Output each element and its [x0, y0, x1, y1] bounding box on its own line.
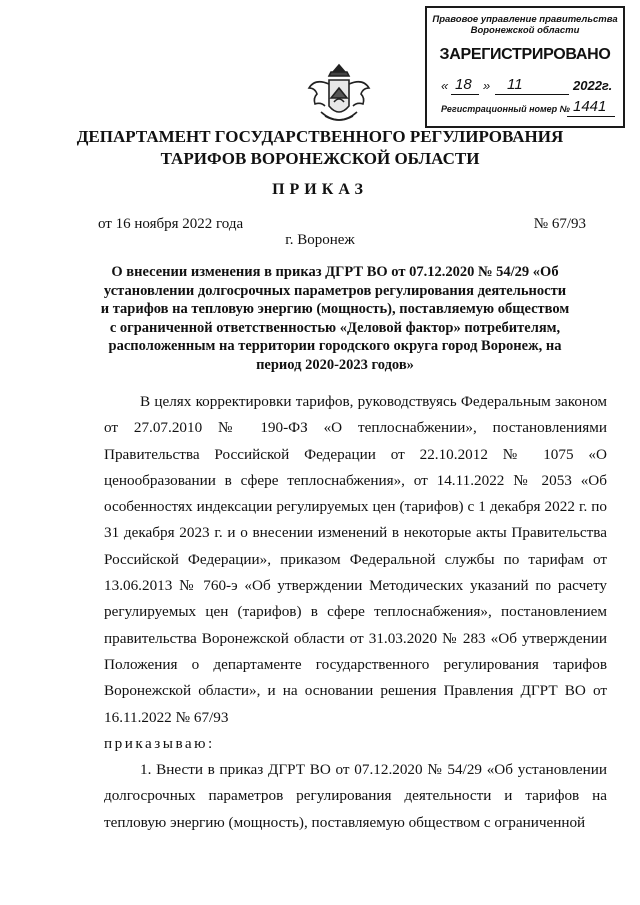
- department-name: [0, 126, 640, 170]
- order-word: приказываю:: [104, 734, 215, 752]
- stamp-date: [441, 78, 617, 96]
- stamp-month: 11: [507, 76, 523, 93]
- stamp-reg-number: 1441: [573, 98, 607, 115]
- stamp-reg-number-row: [441, 98, 617, 122]
- stamp-org-line2: Воронежской области: [470, 25, 580, 36]
- department-line1: ДЕПАРТАМЕНТ ГОСУДАРСТВЕННОГО РЕГУЛИРОВАНИЯ: [76, 127, 564, 146]
- order-city: г. Воронеж: [285, 232, 355, 248]
- stamp-number-underline: [567, 116, 615, 117]
- stamp-org-line1: Правовое управление правительства: [432, 14, 618, 25]
- stamp-day: 18: [455, 76, 472, 93]
- order-date: от 16 ноября 2022 года: [98, 216, 244, 232]
- stamp-year: 2022г.: [573, 78, 613, 93]
- stamp-quote-close: »: [483, 78, 491, 93]
- stamp-organization: [427, 14, 623, 36]
- stamp-month-underline: [495, 94, 569, 95]
- order-body: [104, 389, 607, 836]
- item-1-paragraph: 1. Внести в приказ ДГРТ ВО от 07.12.2020 № 54/29 «Об установлении долгосрочных параметров регулирования деятельности и тарифов на тепловую энергию (мощность), поставляемую обществом с ограниченной: [104, 761, 607, 831]
- order-subject: О внесении изменения в приказ ДГРТ ВО от 07.12.2020 № 54/29 «Об установлении долгосрочных параметров регулирования деятельности и тарифов на тепловую энергию (мощность), поставляемую обществом с ограниченной ответственностью «Деловой фактор» потребителям, расположенным на территории городского округа город Воронеж, на период 2020-2023 годов»: [100, 264, 570, 373]
- voronezh-coat-of-arms-icon: [303, 62, 375, 132]
- stamp-day-underline: [451, 94, 479, 95]
- department-line2: ТАРИФОВ ВОРОНЕЖСКОЙ ОБЛАСТИ: [160, 149, 480, 168]
- order-title: ПРИКАЗ: [272, 181, 368, 198]
- stamp-reg-label: Регистрационный номер №: [441, 104, 570, 114]
- preamble-paragraph: В целях корректировки тарифов, руководствуясь Федеральным законом от 27.07.2010 № 190-ФЗ «О теплоснабжении», постановлениями Правительства Российской Федерации от 22.10.2012 № 1075 «О ценообразовании в сфере теплоснабжения», от 14.11.2022 № 2053 «Об особенностях индексации регулируемых цен (тарифов) с 1 декабря 2022 г. по 31 декабря 2023 г. и о внесении изменений в некоторые акты Правительства Российской Федерации», приказом Федеральной службы по тарифам от 13.06.2013 № 760-э «Об утверждении Методических указаний по расчету регулируемых цен (тарифов) в сфере теплоснабжения», постановлением правительства Воронежской области от 31.03.2020 № 283 «Об утверждении Положения о департаменте государственного регулирования тарифов Воронежской области», и на основании решения Правления ДГРТ ВО от 16.11.2022 № 67/93: [104, 393, 607, 726]
- stamp-registered-label: ЗАРЕГИСТРИРОВАНО: [439, 46, 611, 63]
- order-number: № 67/93: [533, 216, 586, 232]
- registration-stamp: [425, 6, 625, 128]
- stamp-quote-open: «: [441, 78, 449, 93]
